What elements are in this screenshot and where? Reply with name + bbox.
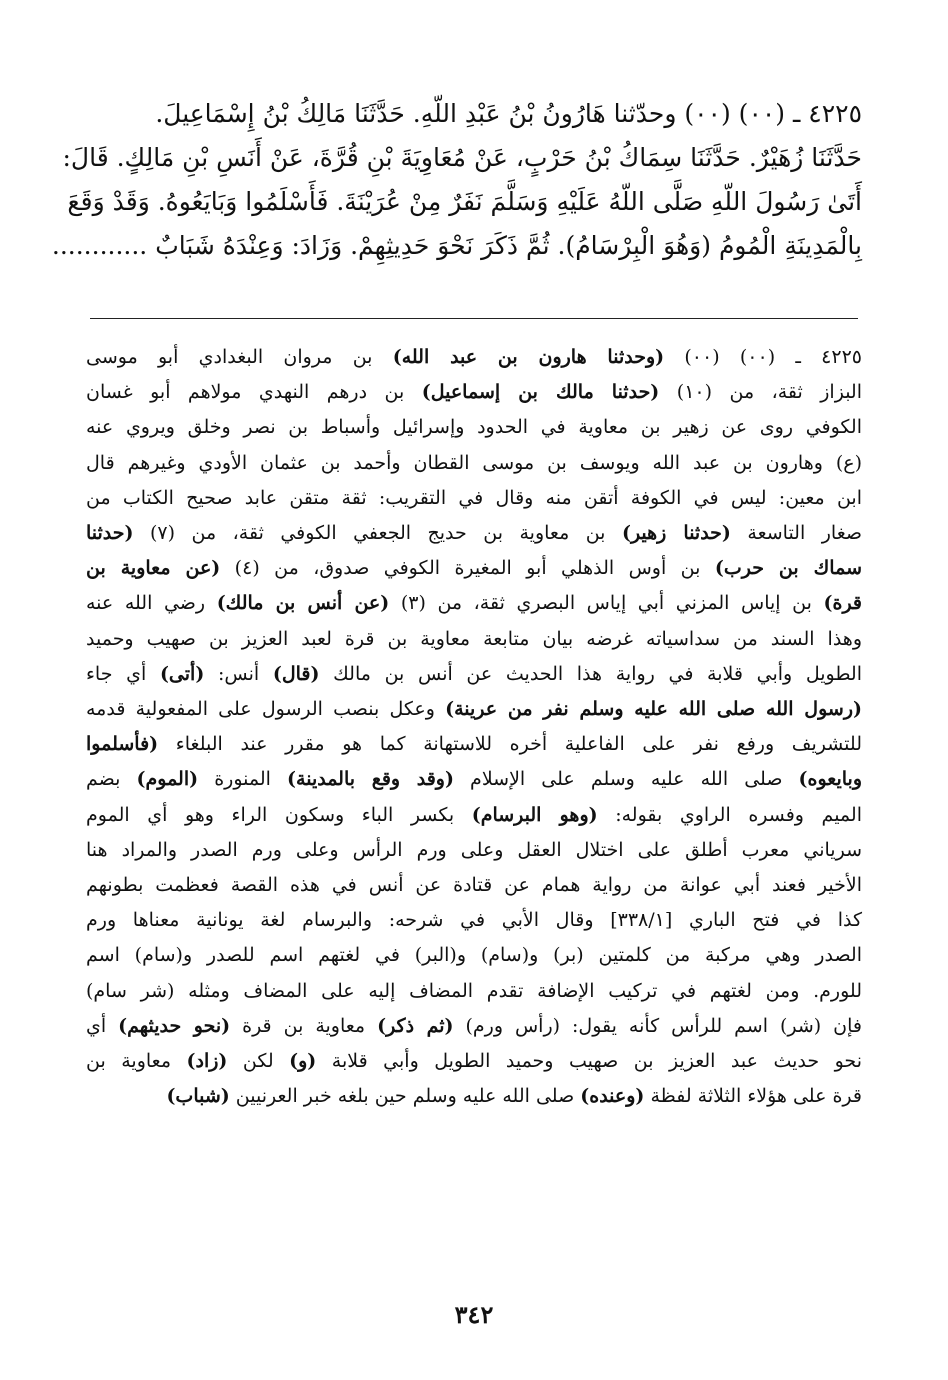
quoted-text-bold: (وحدثنا هارون بن عبد الله) (392, 346, 665, 368)
commentary-line (86, 798, 862, 833)
quoted-text-bold: (ثم ذكر) (377, 1014, 454, 1037)
commentary-text-run: بن إياس المزني أبي إياس البصري ثقة، من (٣) (389, 592, 824, 615)
commentary-text-run: بن مروان البغدادي أبو موسى (86, 346, 393, 368)
commentary-line (86, 622, 862, 657)
commentary-line (86, 481, 862, 516)
commentary-text-run: صلى الله عليه وسلم حين بلغه خبر العرنيين (229, 1085, 581, 1108)
commentary-text-run: الصدر وهي مركبة من كلمتين (بر) و(سام) و(البر) في لغتهم اسم للصدر و(سام) اسم (86, 944, 862, 967)
commentary-text-run: فإن (شر) اسم للرأس كأنه يقول: (رأس ورم) (453, 1014, 862, 1037)
quoted-text-bold: (حدثنا مالك بن إسماعيل) (421, 381, 660, 404)
quoted-text-bold: وبايعوه) (798, 768, 863, 791)
quoted-text-bold: (نحو حديثهم) (118, 1014, 231, 1037)
commentary-text-run: أي جاء (86, 662, 160, 685)
commentary-line (86, 410, 862, 445)
commentary-text-run: قرة على هؤلاء الثلاثة لفظة (644, 1085, 862, 1108)
quoted-text-bold: (وعنده) (580, 1085, 645, 1108)
commentary-text-run: ٤٢٢٥ ـ (٠٠) (٠٠) (664, 346, 862, 368)
commentary-text-run: بن أوس الذهلي أبو المغيرة الكوفي صدوق، من (٤) (220, 557, 715, 580)
hadith-line: ٤٢٢٥ ـ (٠٠) (٠٠) وحدّثنا هَارُونُ بْنُ عَبْدِ اللّهِ. حَدَّثَنَا مَالِكُ بْنُ إِسْمَاعِيلَ. (155, 99, 862, 128)
commentary-text-run: بن معاوية بن حديج الجعفي الكوفي ثقة، من (٧) (133, 522, 622, 545)
commentary-text-run: معاوية بن قرة (230, 1014, 378, 1037)
commentary-text-run: وهذا السند من سداسياته غرضه بيان متابعة معاوية بن قرة لعبد العزيز بن صهيب وحميد (86, 627, 862, 650)
commentary-line (86, 903, 862, 938)
commentary-line (86, 974, 862, 1009)
commentary-text-run: بكسر الباء وسكون الراء وهو أي الموم (86, 803, 472, 826)
footnote-separator (90, 318, 858, 319)
commentary-line (86, 868, 862, 903)
commentary-text-run: رضي الله عنه (86, 592, 217, 615)
quoted-text-bold: (وقد وقع بالمدينة) (287, 768, 454, 791)
quoted-text-bold: (أتى) (159, 662, 205, 685)
quoted-text-bold: قرة) (823, 592, 863, 615)
commentary-text-run: الكوفي روى عن زهير بن معاوية في الحدود وإسرائيل وأسباط بن نصر وخلق ويروي عنه (86, 416, 862, 439)
page-number: ٣٤٢ (454, 1300, 494, 1329)
commentary-text-run: نحو حديث عبد العزيز بن صهيب وحميد الطويل وأبي قلابة (316, 1050, 862, 1073)
commentary-text-run: صغار التاسعة (730, 522, 862, 545)
commentary-text-run: المنورة (198, 768, 288, 791)
hadith-line: أَتَىٰ رَسُولَ اللّهِ صَلَّى اللّهُ عَلَيْهِ وَسَلَّمَ نَفَرٌ مِنْ عُرَيْنَةَ. فَأَسْلَمُوا وَبَايَعُوهُ. وَقَدْ وَقَعَ (67, 187, 862, 216)
commentary-text-run: البزاز ثقة، من (١٠) (659, 381, 863, 404)
quoted-text-bold: (و) (289, 1050, 317, 1073)
commentary-text-run: للورم. ومن لغتهم في تركيب الإضافة تقدم المضاف إليه على المضاف ومثله (شر سام) (86, 979, 862, 1002)
commentary-text-run: أنس: (204, 662, 273, 685)
hadith-text (51, 92, 862, 268)
commentary-line (86, 762, 862, 797)
quoted-text-bold: (رسول الله صلى الله عليه وسلم نفر من عرينة) (445, 698, 862, 721)
commentary-text-run: الميم وفسره الراوي بقوله: (597, 803, 862, 826)
commentary-text-run: أي (86, 1014, 119, 1037)
commentary-line (86, 551, 862, 586)
commentary-line (86, 938, 862, 973)
commentary-line (86, 375, 862, 410)
commentary-text-run: بضم (86, 768, 137, 791)
commentary-text-run: بن درهم النهدي مولاهم أبو غسان (86, 381, 422, 404)
quoted-text-bold: (وهو البرسام) (471, 803, 598, 826)
quoted-text-bold: (الموم) (136, 768, 199, 791)
commentary-text-run: (ع) وهارون بن عبد الله ويوسف بن موسى القطان وأحمد بن عثمان الأودي وغيرهم قال (86, 451, 862, 474)
hadith-line: بِالْمَدِينَةِ الْمُومُ (وَهُوَ الْبِرْسَامُ). ثُمَّ ذَكَرَ نَحْوَ حَدِيثِهِمْ. وَزَادَ: وَعِنْدَهُ شَبَابٌ ............ (51, 231, 862, 260)
commentary-line (86, 1009, 862, 1044)
commentary-line (86, 446, 862, 481)
quoted-text-bold: (زاد) (186, 1050, 228, 1073)
commentary-line (86, 516, 862, 551)
quoted-text-bold: (فأسلموا (86, 733, 159, 756)
commentary-text (86, 340, 862, 1114)
commentary-text-run: ابن معين: ليس في الكوفة أتقن منه وقال في التقريب: ثقة متقن عابد صحيح الكتاب من (86, 486, 862, 509)
commentary-text-run: صلى الله عليه وسلم على الإسلام (453, 768, 799, 791)
quoted-text-bold: (حدثنا (86, 522, 134, 545)
commentary-line (86, 657, 862, 692)
commentary-text-run: للتشريف ورفع نفر على الفاعلية أخره للاستهانة كما هو مقرر عند البلغاء (158, 733, 862, 756)
quoted-text-bold: (عن أنس بن مالك) (216, 592, 390, 615)
hadith-line: حَدَّثَنَا زُهَيْرٌ. حَدَّثَنَا سِمَاكُ بْنُ حَرْبٍ، عَنْ مُعَاوِيَةَ بْنِ قُرَّةَ، عَنْ أَنَسِ بْنِ مَالِكٍ. قَالَ: (62, 143, 862, 172)
commentary-text-run: كذا في فتح الباري [٣٣٨/١] وقال الأبي في شرحه: والبرسام لغة يونانية معناها ورم (86, 909, 862, 932)
commentary-line (86, 727, 862, 762)
commentary-line (86, 692, 862, 727)
quoted-text-bold: (شباب) (166, 1085, 230, 1108)
quoted-text-bold: (عن معاوية بن (86, 557, 221, 580)
quoted-text-bold: (قال) (272, 662, 320, 685)
commentary-line (86, 1079, 862, 1114)
commentary-text-run: سرياني معرب أطلق على اختلال العقل وعلى ورم الرأس وعلى ورم الصدر والمراد هنا (86, 838, 862, 861)
commentary-line (86, 833, 862, 868)
commentary-text-run: الأخير فعند أبي عوانة من رواية همام عن قتادة عن أنس في هذه القصة فعظمت بطونهم (86, 874, 862, 897)
commentary-text-run: الطويل وأبي قلابة في رواية هذا الحديث عن أنس بن مالك (319, 662, 862, 685)
commentary-text-run: معاوية بن (86, 1050, 187, 1073)
commentary-line (86, 1044, 862, 1079)
quoted-text-bold: (حدثنا زهير) (621, 522, 731, 545)
quoted-text-bold: سماك بن حرب) (714, 557, 862, 580)
commentary-line (86, 586, 862, 621)
commentary-text-run: وعكل بنصب الرسول على المفعولية قدمه (86, 698, 446, 721)
commentary-line (86, 340, 862, 375)
commentary-text-run: لكن (227, 1050, 290, 1073)
